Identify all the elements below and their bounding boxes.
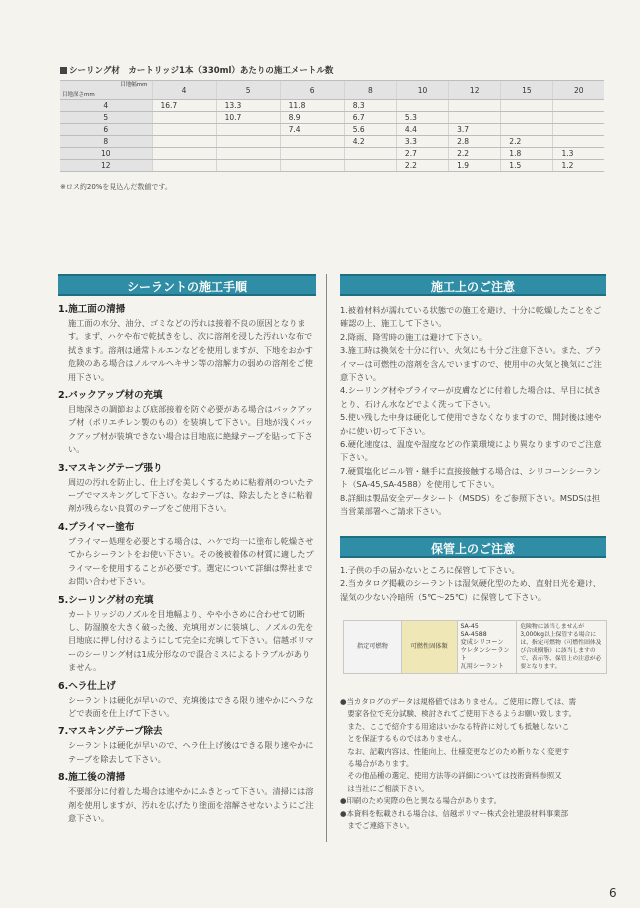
product-name: 変成シリコーン — [460, 639, 504, 646]
note-line: なお、記載内容は、性能向上、仕様変更などのため断りなく変更す — [340, 746, 570, 756]
table-cell — [216, 160, 280, 172]
table-cell: 4.2 — [344, 136, 396, 148]
table-cell — [280, 148, 344, 160]
row-header: 8 — [60, 136, 152, 148]
table-cell: 13.3 — [216, 100, 280, 112]
step-title: 8.施工後の清掃 — [58, 772, 126, 784]
note-line: とを保証するものではありません。 — [340, 734, 467, 744]
table-cell: 5.6 — [344, 124, 396, 136]
step-title: 6.ヘラ仕上げ — [58, 680, 116, 692]
step-title: 2.バックアップ材の充填 — [58, 390, 163, 402]
table-cell — [501, 124, 553, 136]
step-title: 7.マスキングテープ除去 — [58, 726, 163, 738]
table-cell: 11.8 — [280, 100, 344, 112]
storage-category: 指定可燃物 — [344, 621, 402, 674]
step-4 — [58, 520, 318, 589]
table-cell: 2.2 — [501, 136, 553, 148]
table-cell — [553, 112, 604, 124]
table-cell — [553, 100, 604, 112]
table-cell: 1.5 — [501, 160, 553, 172]
construction-header: 施工上のご注意 — [340, 274, 606, 296]
storage-products — [457, 621, 517, 674]
construction-list — [340, 304, 608, 519]
table-corner — [60, 81, 152, 100]
step-body: シーラントは硬化が早いので、ヘラ仕上げ後はできる限り速やかにテープを除去して下さい。 — [68, 740, 314, 764]
step-body: プライマー処理を必要とする場合は、ハケで均一に塗布し乾燥させてからシーラントをお使い下さい。その後被着体の材質に適したプライマーを使用することが必要です。選定について詳細は弊社までお問い合わせ下さい。 — [68, 535, 314, 587]
note-line: は当社にご相談下さい。 — [340, 783, 429, 793]
list-item: 1.子供の手の届かないところに保管して下さい。 — [340, 565, 520, 575]
list-item: 6.硬化速度は、温度や湿度などの作業環境により異なりますのでご注意下さい。 — [340, 439, 602, 463]
row-header: 10 — [60, 148, 152, 160]
table-cell — [396, 100, 448, 112]
table-header-row — [60, 81, 604, 100]
table-cell: 6.7 — [344, 112, 396, 124]
row-header: 6 — [60, 124, 152, 136]
table-cell — [152, 124, 216, 136]
row-header: 5 — [60, 112, 152, 124]
table-cell: 2.8 — [449, 136, 501, 148]
table-note: ※ロス約20%を見込んだ数値です。 — [60, 183, 172, 191]
row-header: 4 — [60, 100, 152, 112]
product-name: SA-45 — [460, 623, 479, 630]
table-cell — [216, 148, 280, 160]
step-3 — [58, 461, 318, 516]
table-cell: 2.2 — [449, 148, 501, 160]
table-cell: 2.7 — [396, 148, 448, 160]
column-header: 12 — [449, 81, 501, 100]
list-item: 1.被着材料が濡れている状態での施工を避け、十分に乾燥したことをご確認の上、施工して下さい。 — [340, 305, 602, 329]
list-item: 3.施工時は換気を十分に行い、火気にも十分ご注意下さい。また、プライマーは可燃性の溶剤を含んでいますので、使用中の火気と換気にご注意下さい。 — [340, 345, 602, 383]
table-cell — [152, 112, 216, 124]
table-cell: 3.3 — [396, 136, 448, 148]
column-header: 15 — [501, 81, 553, 100]
column-header: 4 — [152, 81, 216, 100]
procedure-header: シーラントの施工手順 — [58, 274, 316, 296]
list-item: 7.硬質塩化ビニル管・継手に直接接触する場合は、シリコーンシーラント（SA-45,SA-4588）を使用して下さい。 — [340, 465, 602, 490]
step-5 — [58, 593, 318, 675]
table-row — [344, 621, 607, 674]
table-cell: 1.8 — [501, 148, 553, 160]
note-line: までご連絡下さい。 — [340, 821, 414, 831]
step-7 — [58, 724, 318, 766]
row-header: 12 — [60, 160, 152, 172]
note-line: ●本資料を転載される場合は、信越ポリマー株式会社建設材料事業部 — [340, 808, 569, 818]
table-cell — [344, 148, 396, 160]
step-body: 施工面の水分、油分、ゴミなどの汚れは接着不良の原因となります。まず、ハケや布で乾拭きをし、次に溶剤を浸した汚れいな布で拭きます。溶剤は通常トルエンなどを使用しますが、下地をおかす危険のある場合はノルマルヘキサン等の溶解力の弱めの溶剤をご使用下さい。 — [68, 318, 313, 382]
table-cell — [553, 136, 604, 148]
product-name: ウレタンシーラント — [460, 647, 510, 662]
storage-header: 保管上のご注意 — [340, 536, 606, 558]
table-cell: 1.3 — [553, 148, 604, 160]
product-name: 瓦用シーラント — [460, 663, 504, 670]
list-item: 2.当カタログ掲載のシーラントは湿気硬化型のため、直射日光を避け、湿気の少ない冷暗所（5℃〜25℃）に保管して下さい。 — [340, 578, 601, 602]
step-1 — [58, 302, 318, 384]
table-cell — [501, 112, 553, 124]
product-name: SA-4588 — [460, 631, 487, 638]
table-cell: 2.2 — [396, 160, 448, 172]
table-cell — [216, 136, 280, 148]
table-row — [60, 136, 604, 148]
table-cell: 3.7 — [449, 124, 501, 136]
storage-table — [343, 620, 607, 674]
step-2 — [58, 388, 318, 457]
step-body: 不要部分に付着した場合は速やかにふきとって下さい。清掃には溶剤を使用しますが、汚れを広げたり塗面を溶解させないようにご注意下さい。 — [68, 786, 314, 823]
note-line: また、ここで紹介する用途はいかなる特許に対しても抵触しないこ — [340, 721, 570, 731]
table-cell: 8.3 — [344, 100, 396, 112]
note-line: る場合があります。 — [340, 759, 414, 769]
column-header: 20 — [553, 81, 604, 100]
table-cell — [449, 100, 501, 112]
table-cell: 1.2 — [553, 160, 604, 172]
usage-table — [60, 80, 604, 172]
column-header: 5 — [216, 81, 280, 100]
table-cell: 10.7 — [216, 112, 280, 124]
note-line: ●印刷のため実際の色と異なる場合があります。 — [340, 796, 502, 806]
step-body: カートリッジのノズルを目地幅より、やや小さめに合わせて切断し、防湿膜を大きく破った後、充填用ガンに装填し、ノズルの先を目地底に押し付けるようにして完全に充填して下さい。信越ポリマーのシーリング材は1成分形なので混合ミスによるトラブルがありません。 — [68, 608, 314, 673]
step-title: 4.プライマー塗布 — [58, 521, 135, 533]
square-bullet-icon — [60, 67, 67, 74]
table-cell: 16.7 — [152, 100, 216, 112]
column-header: 10 — [396, 81, 448, 100]
note-line: その他品種の選定、使用方法等の詳細については技術資料参照又 — [340, 771, 562, 781]
table-cell — [152, 136, 216, 148]
table-cell: 8.9 — [280, 112, 344, 124]
table-cell — [344, 160, 396, 172]
table-row — [60, 160, 604, 172]
note-line: ●当カタログのデータは規格値ではありません。ご使用に際しては、需 — [340, 697, 577, 706]
storage-type: 可燃性固体類 — [401, 621, 457, 674]
step-8 — [58, 770, 318, 825]
step-body: シーラントは硬化が早いので、充填後はできる限り速やかにヘラなどで表面を仕上げて下さい。 — [68, 694, 314, 718]
table-row — [60, 100, 604, 112]
table-row — [60, 112, 604, 124]
list-item: 4.シーリング材やプライマーが皮膚などに付着した場合は、早目に拭きとり、石けん水などでよく洗って下さい。 — [340, 385, 602, 409]
corner-width-label: 目地幅mm — [120, 82, 148, 88]
table-cell — [553, 124, 604, 136]
storage-remark: 危険物に該当しませんが3,000kg以上保管する場合には、指定可燃物（可燃性固体及び合成樹脂）に該当しますので、表示等、保管上の注意が必要となります。 — [517, 621, 607, 674]
step-title: 5.シーリング材の充填 — [58, 594, 154, 606]
step-title: 1.施工面の清掃 — [58, 304, 126, 315]
table-cell — [280, 160, 344, 172]
corner-depth-label: 目地深さmm — [62, 92, 95, 98]
list-item: 5.使い残した中身は硬化して使用できなくなりますので、開封後は速やかに使い切って下さい。 — [340, 412, 602, 436]
column-header: 6 — [280, 81, 344, 100]
table-row — [60, 124, 604, 136]
column-divider — [326, 274, 327, 842]
step-title: 3.マスキングテープ張り — [58, 462, 163, 474]
step-body: 周辺の汚れを防止し、仕上げを美しくするために粘着剤のついたテープでマスキングして下さい。なおテープは、除去したときに粘着剤が残らない良質のテープをご使用下さい。 — [68, 476, 314, 514]
table-cell: 4.4 — [396, 124, 448, 136]
table-cell: 5.3 — [396, 112, 448, 124]
table-row — [60, 148, 604, 160]
note-line: 要家各位で充分試験、検討されてご使用下さるようお願い致します。 — [340, 709, 576, 719]
column-header: 8 — [344, 81, 396, 100]
list-item: 8.詳細は製品安全データシート（MSDS）をご参照下さい。MSDSは担当営業部署へご請求下さい。 — [340, 492, 601, 517]
table-cell — [216, 124, 280, 136]
storage-list — [340, 564, 608, 604]
table-cell — [152, 148, 216, 160]
step-6 — [58, 679, 318, 721]
table-cell — [280, 136, 344, 148]
table-cell — [501, 100, 553, 112]
notes-block — [340, 696, 608, 832]
procedure-steps — [58, 302, 318, 829]
table-cell — [152, 160, 216, 172]
table-cell: 7.4 — [280, 124, 344, 136]
list-item: 2.降雨、降雪時の施工は避けて下さい。 — [340, 331, 487, 342]
table-title: シーリング材 カートリッジ1本（330ml）あたりの施工メートル数 — [60, 64, 333, 76]
table-cell: 1.9 — [449, 160, 501, 172]
table-cell — [449, 112, 501, 124]
page-number: 6 — [609, 886, 617, 900]
step-body: 目地深さの調節および底部接着を防ぐ必要がある場合はバックアップ材（ポリエチレン製のもの）を装填して下さい。目地が浅くバックアップ材が装填できない場合は目地底に絶縁テープを貼って下さい。 — [68, 404, 314, 455]
